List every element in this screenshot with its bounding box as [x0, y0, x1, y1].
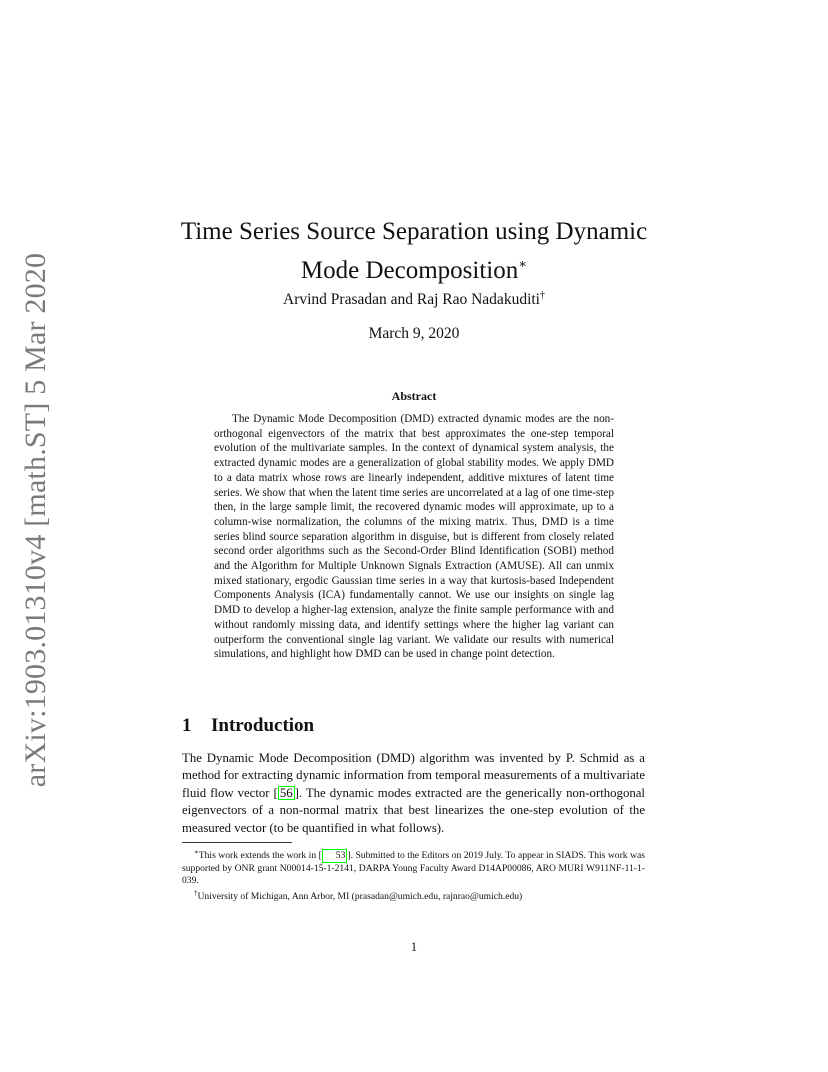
footnote-1-mark: ∗	[194, 848, 199, 856]
arxiv-identifier-stamp: arXiv:1903.01310v4 [math.ST] 5 Mar 2020	[19, 252, 52, 788]
intro-text-part-2: ]. The dynamic modes extracted are the generically non-orthogonal eigenvectors of a non-normal matrix that best linearizes the one-step evolution of the measured vector (to be quantified in what follows).	[182, 785, 645, 835]
section-number: 1	[182, 715, 192, 736]
footnote-2-mark: †	[194, 889, 198, 898]
section-heading	[182, 715, 314, 737]
title-line-1: Time Series Source Separation using Dynamic	[180, 218, 648, 245]
footnote-1-text-part-2: ]. Submitted to the Editors on 2019 July. To appear in SIADS. This work was supported by ONR grant N00014-15-1-2141, DARPA Young Faculty Award D14AP00086, ARO MURI W911NF-11-1-039.	[182, 850, 645, 887]
abstract-text: The Dynamic Mode Decomposition (DMD) extracted dynamic modes are the non-orthogonal eigenvectors of the matrix that best approximates the one-step temporal evolution of the multivariate samples. In the context of dynamical system analysis, the extracted dynamic modes are a generalization of global stability modes. We apply DMD to a data matrix whose rows are linearly independent, additive mixtures of latent time series. We show that when the latent time series are uncorrelated at a lag of one time-step then, in the large sample limit, the recovered dynamic modes will approximate, up to a column-wise normalization, the columns of the mixing matrix. Thus, DMD is a time series blind source separation algorithm in disguise, but is different from closely related second order algorithms such as the Second-Order Blind Identification (SOBI) method and the Algorithm for Multiple Unknown Signals Extraction (AMUSE). All can unmix mixed stationary, ergodic Gaussian time series in a way that kurtosis-based Independent Components Analysis (ICA) fundamentally cannot. We use our insights on single lag DMD to develop a higher-lag extension, analyze the finite sample performance with and without randomly missing data, and identify settings where the higher lag variant can outperform the conventional single lag variant. We validate our results with numerical simulations, and highlight how DMD can be used in change point detection.	[214, 413, 614, 661]
section-title: Introduction	[211, 715, 315, 736]
footnote-divider	[182, 842, 292, 843]
footnote-2	[182, 887, 645, 903]
abstract-heading: Abstract	[391, 389, 437, 403]
footnote-1	[182, 846, 645, 887]
page-number: 1	[410, 940, 418, 954]
intro-text-part-1: The Dynamic Mode Decomposition (DMD) algorithm was invented by P. Schmid as a method for extracting dynamic information from temporal measurements of a multivariate fluid flow vector [	[182, 751, 645, 800]
footnote-2-text: University of Michigan, Ann Arbor, MI (prasadan@umich.edu, rajnrao@umich.edu)	[197, 891, 523, 903]
authors-footnote-mark: †	[539, 290, 545, 301]
footnote-1-text-part-1: This work extends the work in [	[198, 850, 322, 861]
citation-link-56[interactable]: 56	[279, 785, 293, 800]
citation-link-53[interactable]: 53	[322, 849, 348, 863]
authors-names: Arvind Prasadan and Raj Rao Nadakuditi	[283, 291, 540, 308]
paper-title	[170, 216, 658, 287]
publication-date: March 9, 2020	[368, 325, 460, 342]
author-list	[170, 290, 658, 309]
title-footnote-mark: ∗	[518, 256, 528, 271]
footnotes	[182, 846, 645, 904]
introduction-paragraph	[182, 750, 645, 837]
title-line-2: Mode Decomposition	[300, 257, 519, 284]
